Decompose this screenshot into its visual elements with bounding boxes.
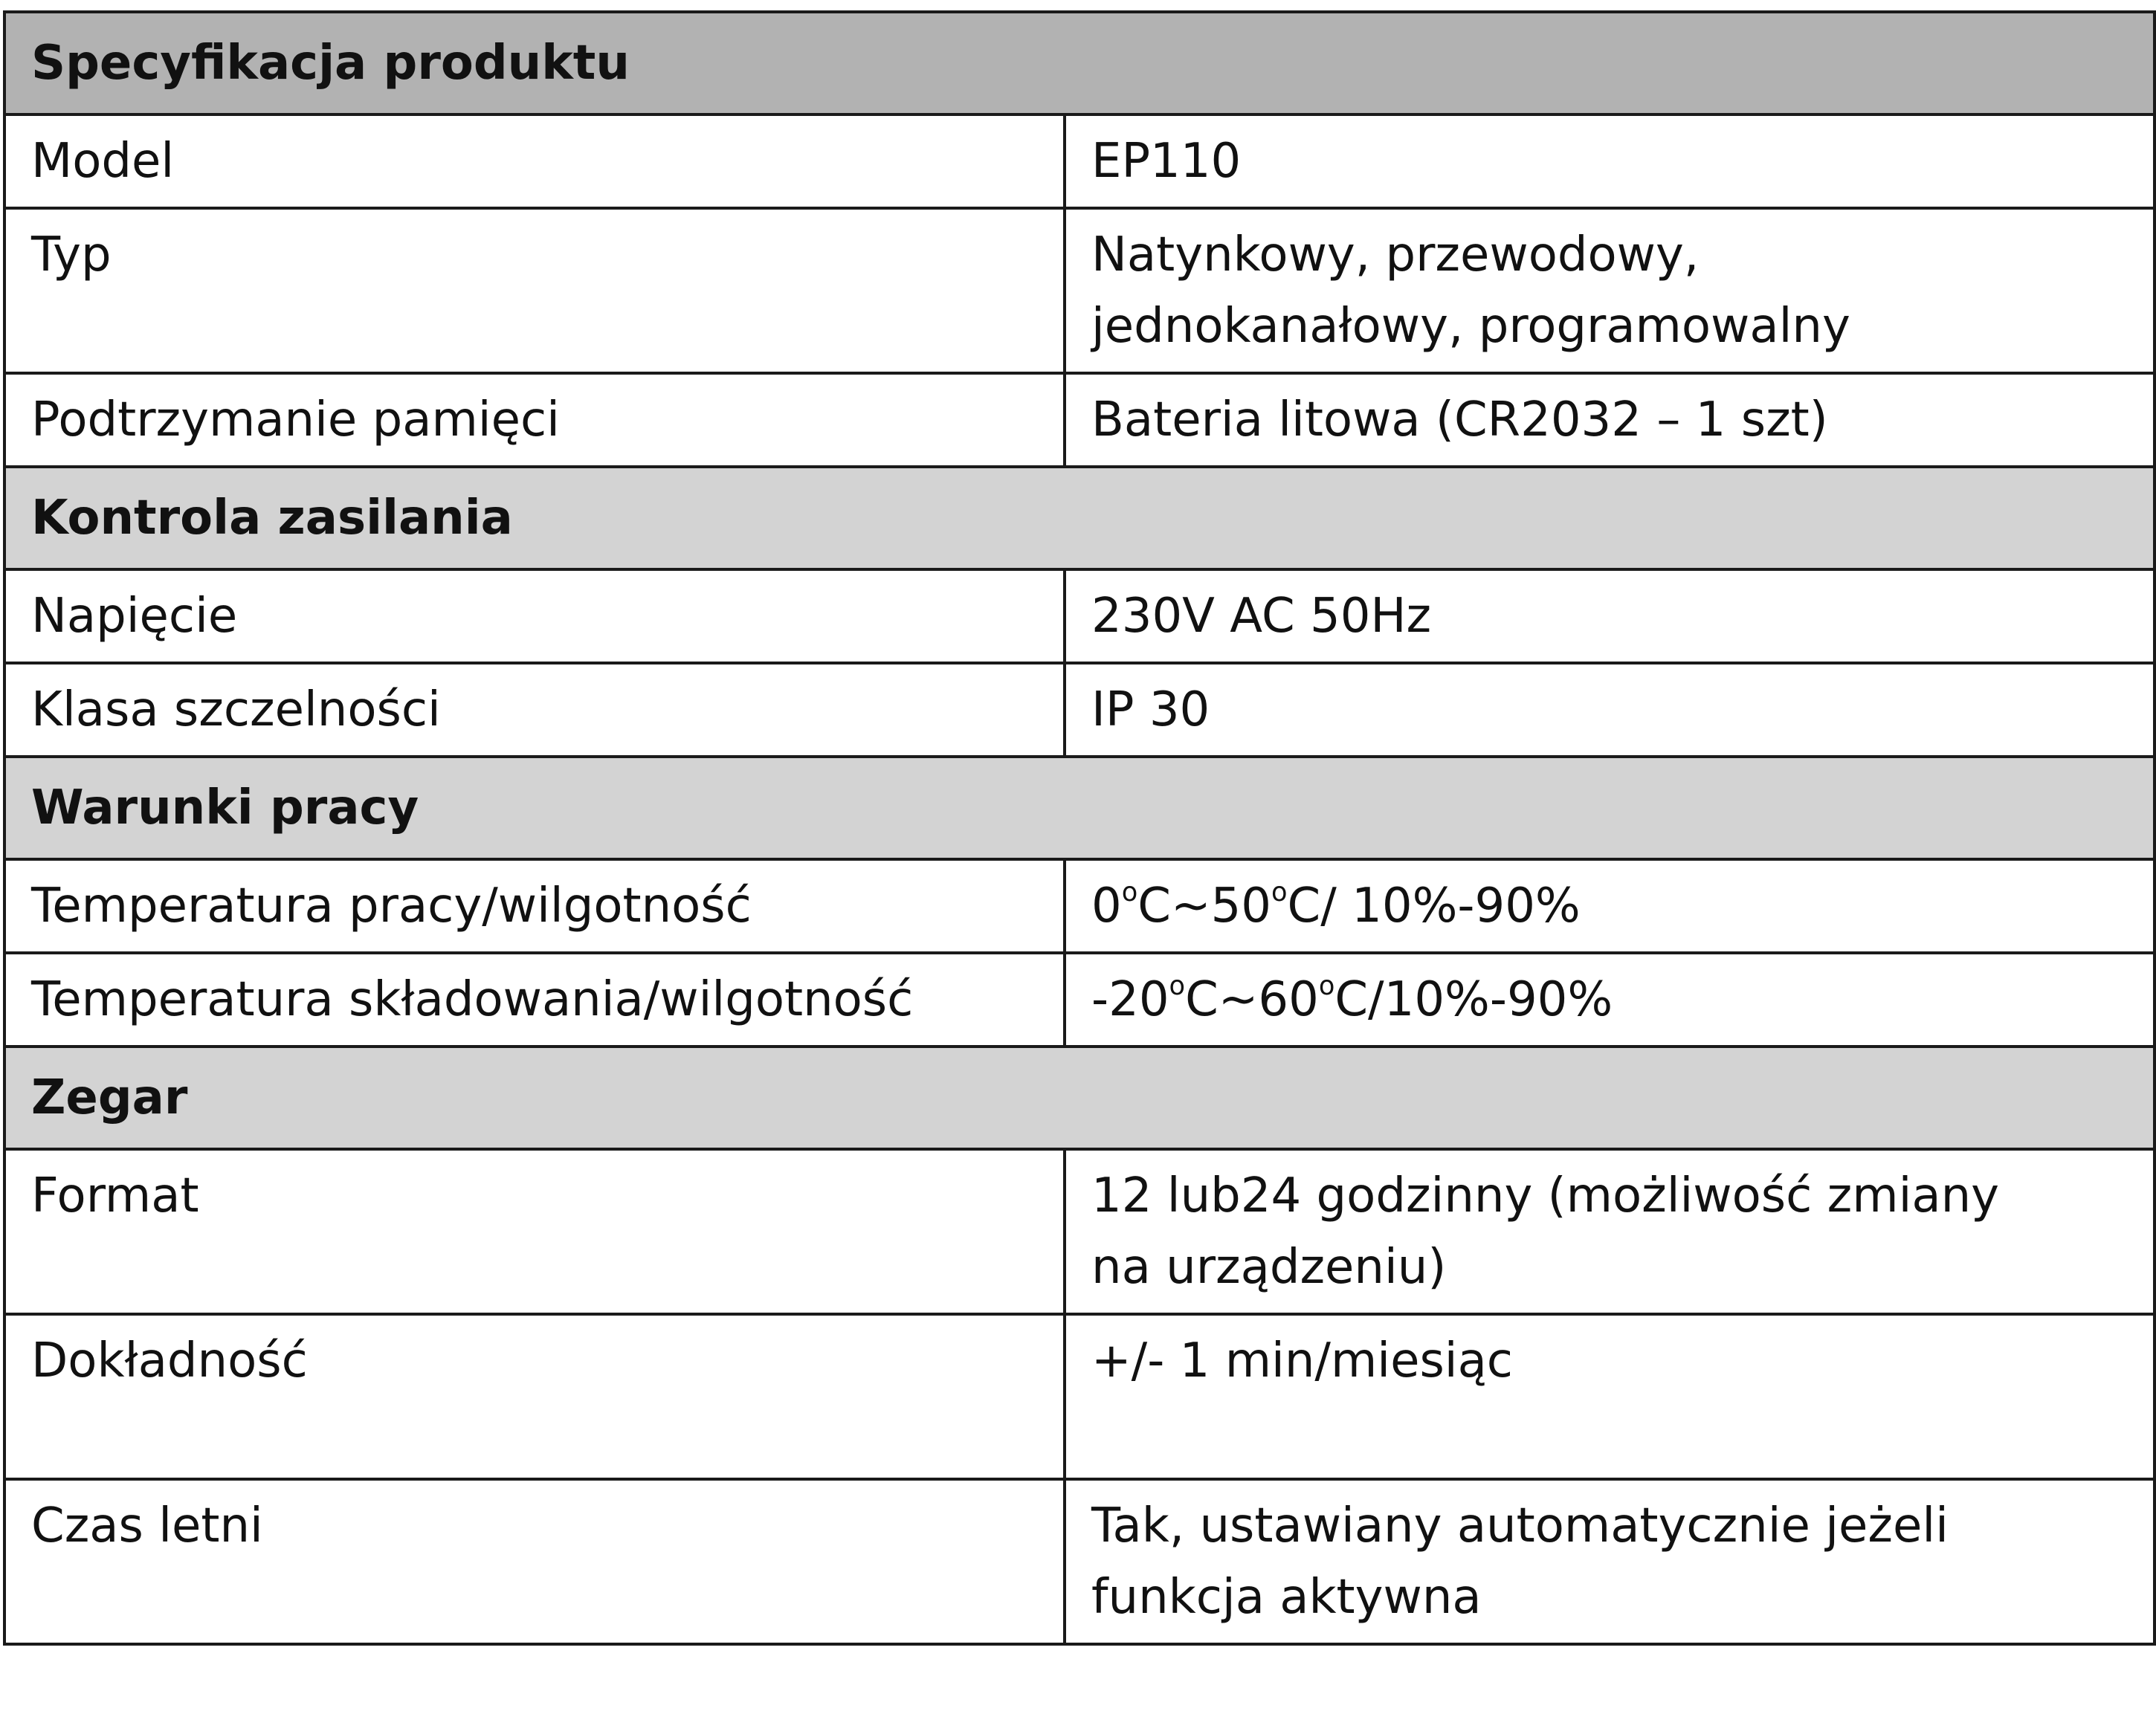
value-line: Bateria litowa (CR2032 – 1 szt) [1091,392,1828,447]
section-title: Zegar [4,1047,2155,1149]
section-title: Kontrola zasilania [4,467,2155,569]
section-title: Warunki pracy [4,757,2155,859]
section-header-row [4,757,2155,859]
row-value [1065,569,2155,663]
table-row [4,1149,2155,1314]
value-line: na urządzeniu) [1091,1240,1447,1295]
value-line: Tak, ustawiany automatycznie jeżeli [1091,1498,1949,1553]
value-line: funkcja aktywna [1091,1570,1482,1625]
value-line: IP 30 [1091,682,1210,737]
row-value [1065,1479,2155,1644]
row-value [1065,953,2155,1047]
row-label: Dokładność [4,1314,1065,1479]
table-row [4,1479,2155,1644]
table-row [4,208,2155,373]
value-line: 230V AC 50Hz [1091,589,1432,644]
value-line: +/- 1 min/miesiąc [1091,1333,1513,1388]
row-value [1065,1314,2155,1479]
degree-mark: o [1121,877,1138,908]
row-value [1065,1149,2155,1314]
section-header-row [4,1047,2155,1149]
value-text: C~60 [1185,972,1319,1027]
value-text: -20 [1091,972,1169,1027]
row-value [1065,208,2155,373]
row-label: Temperatura składowania/wilgotność [4,953,1065,1047]
row-label: Klasa szczelności [4,663,1065,757]
row-label: Podtrzymanie pamięci [4,373,1065,467]
degree-mark: o [1169,971,1186,1002]
section-header-row [4,12,2155,114]
table-row [4,1314,2155,1479]
row-label: Napięcie [4,569,1065,663]
table-row [4,859,2155,953]
row-label: Temperatura pracy/wilgotność [4,859,1065,953]
section-header-row [4,467,2155,569]
value-line: jednokanałowy, programowalny [1091,299,1850,354]
section-title: Specyfikacja produktu [4,12,2155,114]
table-row [4,373,2155,467]
row-label: Czas letni [4,1479,1065,1644]
table-row [4,953,2155,1047]
value-line: Natynkowy, przewodowy, [1091,227,1700,282]
row-label: Format [4,1149,1065,1314]
spec-table [3,10,2156,1646]
value-text: C~50 [1137,879,1271,934]
value-line: 12 lub24 godzinny (możliwość zmiany [1091,1168,2000,1223]
degree-mark: o [1271,877,1288,908]
value-line: EP110 [1091,134,1242,189]
row-value [1065,859,2155,953]
degree-mark: o [1318,971,1335,1002]
row-value [1065,663,2155,757]
row-label: Typ [4,208,1065,373]
table-row [4,114,2155,208]
row-value [1065,114,2155,208]
table-row [4,569,2155,663]
row-value [1065,373,2155,467]
value-text: C/ 10%-90% [1287,879,1581,934]
row-label: Model [4,114,1065,208]
value-text: 0 [1091,879,1122,934]
table-row [4,663,2155,757]
value-text: C/10%-90% [1334,972,1613,1027]
